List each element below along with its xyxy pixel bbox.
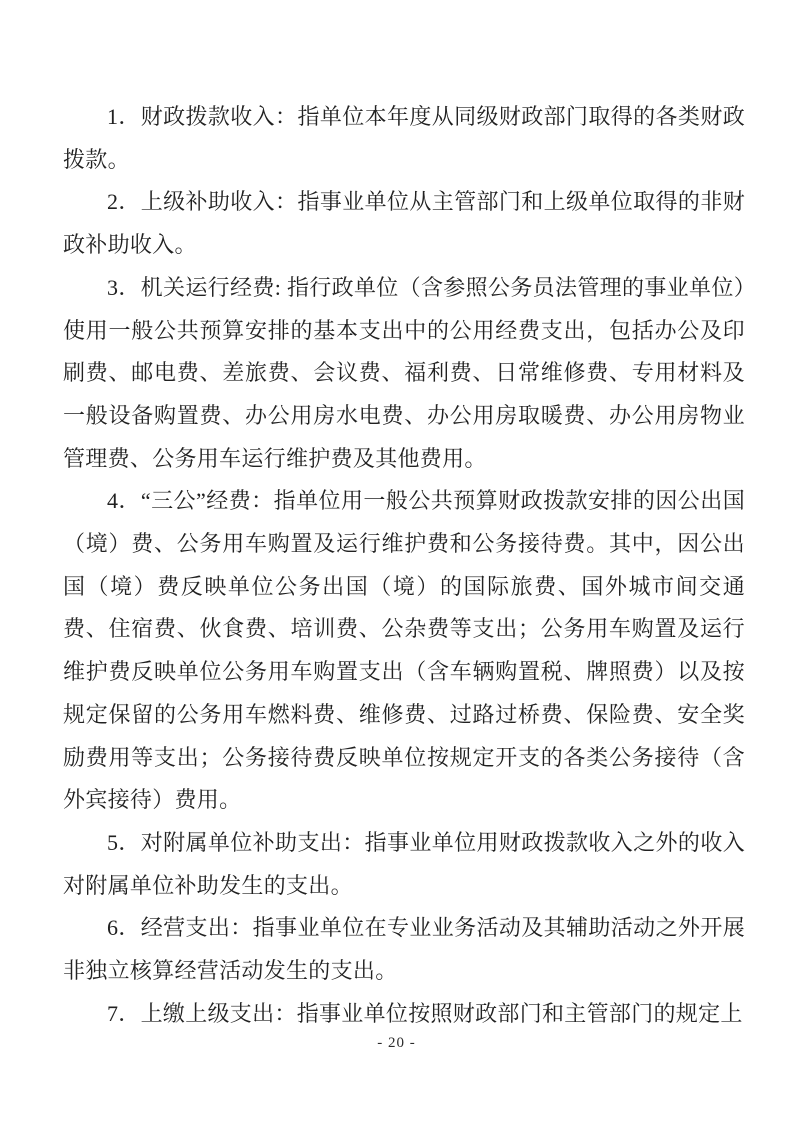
page-number: - 20 - xyxy=(377,1035,416,1051)
paragraph-three-public-expenses: 4．“三公”经费：指单位用一般公共预算财政拨款安排的因公出国（境）费、公务用车购置及运行维护费和公务接待费。其中，因公出国（境）费反映单位公务出国（境）的国际旅费、国外城市间交通费、住宿费、伙食费、培训费、公杂费等支出；公务用车购置及运行维护费反映单位公务用车购置支出（含车辆购置税、牌照费）以及按规定保留的公务用车燃料费、维修费、过路过桥费、保险费、安全奖励费用等支出；公务接待费反映单位按规定开支的各类公务接待（含外宾接待）费用。 xyxy=(63,488,745,813)
page-footer xyxy=(0,1035,793,1052)
paragraph-subsidy-to-affiliated-units: 5．对附属单位补助支出：指事业单位用财政拨款收入之外的收入对附属单位补助发生的支出。 xyxy=(63,829,745,898)
paragraph-superior-subsidy-income: 2．上级补助收入：指事业单位从主管部门和上级单位取得的非财政补助收入。 xyxy=(63,189,745,258)
paragraph-agency-operating-expenses: 3．机关运行经费: 指行政单位（含参照公务员法管理的事业单位）使用一般公共预算安排的基本支出中的公用经费支出，包括办公及印刷费、邮电费、差旅费、会议费、福利费、日常维修费、专用材料及一般设备购置费、办公用房水电费、办公用房取暖费、办公用房物业管理费、公务用车运行维护费及其他费用。 xyxy=(63,274,745,471)
paragraph-payment-to-superior: 7．上缴上级支出：指事业单位按照财政部门和主管部门的规定上 xyxy=(107,1000,743,1026)
paragraph-operating-expenditure: 6．经营支出：指事业单位在专业业务活动及其辅助活动之外开展非独立核算经营活动发生的支出。 xyxy=(63,915,745,984)
paragraph-fiscal-appropriation-income: 1．财政拨款收入：指单位本年度从同级财政部门取得的各类财政拨款。 xyxy=(63,104,745,172)
document-body xyxy=(63,96,745,1035)
